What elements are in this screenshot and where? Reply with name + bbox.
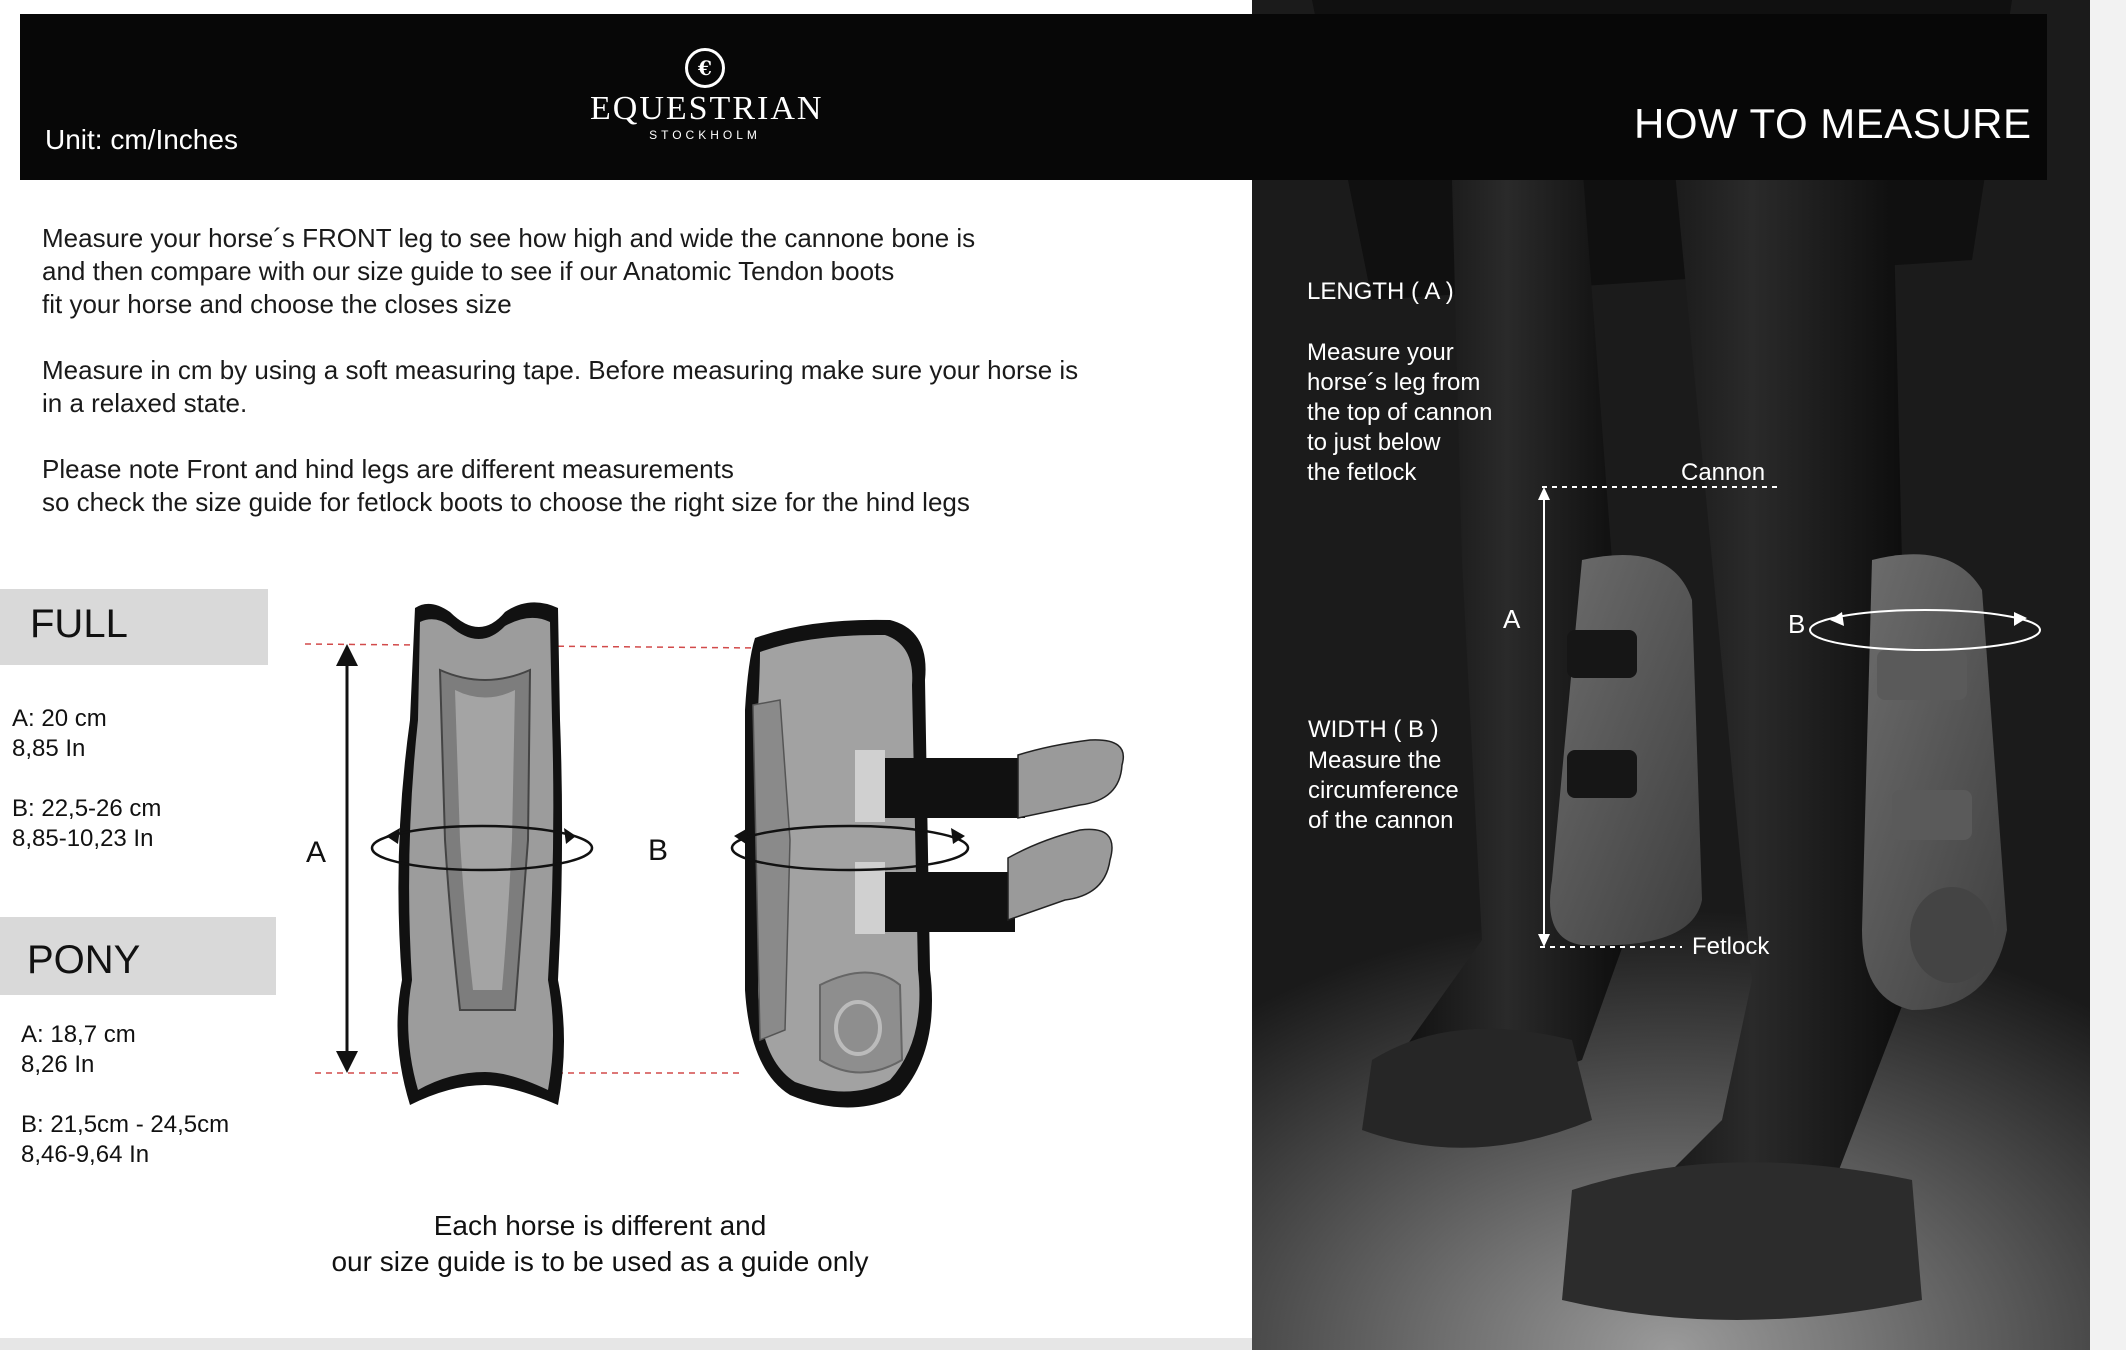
size-pony-label: PONY (27, 938, 141, 982)
right-hoof (1562, 1162, 1922, 1320)
brand-logo (590, 48, 824, 142)
photo-label-a: A (1503, 604, 1521, 634)
width-heading: WIDTH ( B ) (1308, 716, 1439, 743)
page-title: HOW TO MEASURE (1634, 100, 2032, 147)
header-bar (20, 14, 2047, 180)
disclaimer-text: Each horse is different and our size guide is to be used as a guide only (331, 1210, 869, 1277)
intro-paragraph-3: Please note Front and hind legs are different measurements so check the size guide for fetlock boots to choose the right size for the hind legs (42, 454, 970, 517)
photo-label-b: B (1788, 609, 1806, 639)
length-heading: LENGTH ( A ) (1307, 278, 1454, 305)
bottom-margin (0, 1338, 1252, 1350)
unit-label: Unit: cm/Inches (45, 124, 238, 155)
horse-leg-illustration (1252, 0, 2090, 1350)
right-margin (2090, 0, 2126, 1350)
brand-sub: STOCKHOLM (649, 128, 761, 142)
boot-diagram (290, 590, 1230, 1140)
brand-name: EQUESTRIAN (590, 90, 824, 127)
size-full-b: B: 22,5-26 cm 8,85-10,23 In (12, 795, 162, 852)
cannon-label: Cannon (1681, 459, 1766, 486)
fetlock-label: Fetlock (1692, 933, 1770, 960)
diagram-label-b: B (648, 834, 669, 867)
width-text: Measure the circumference of the cannon (1308, 747, 1459, 834)
brand-mark-icon: € (685, 48, 725, 88)
intro-paragraph-2: Measure in cm by using a soft measuring tape. Before measuring make sure your horse is in a relaxed state. (42, 355, 1079, 418)
horse-leg-photo (1252, 0, 2090, 1350)
front-boot (398, 602, 565, 1105)
intro-paragraph-1: Measure your horse´s FRONT leg to see how high and wide the cannone bone is and then compare with our size guide to see if our Anatomic Tendon boots fit your horse and choose the closes size (42, 223, 976, 319)
size-pony-a: A: 18,7 cm 8,26 In (21, 1021, 136, 1078)
diagram-label-a: A (306, 836, 327, 869)
size-full-label: FULL (30, 602, 128, 646)
size-full-a: A: 20 cm 8,85 In (12, 705, 107, 762)
length-text: Measure your horse´s leg from the top of cannon to just below the fetlock (1307, 339, 1493, 486)
size-pony-b: B: 21,5cm - 24,5cm 8,46-9,64 In (21, 1111, 230, 1168)
